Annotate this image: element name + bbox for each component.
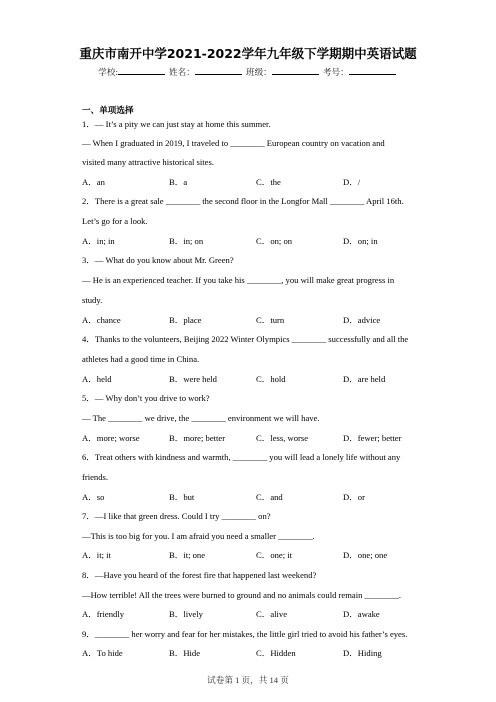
option: B．place bbox=[169, 315, 202, 325]
name-blank bbox=[195, 66, 242, 75]
id-label: 考号： bbox=[322, 67, 349, 77]
page-title: 重庆市南开中学2021-2022学年九年级下学期期中英语试题 bbox=[79, 46, 417, 61]
option: A．chance bbox=[82, 315, 121, 325]
option: B．more; better bbox=[169, 433, 226, 443]
question-line: 5．— Why don’t you drive to work? bbox=[82, 393, 210, 403]
option: D．fewer; better bbox=[343, 433, 402, 443]
student-info-row bbox=[0, 66, 496, 78]
page-footer: 试卷第 1 页，共 14 页 bbox=[207, 675, 289, 685]
option: A．friendly bbox=[82, 609, 125, 619]
question-line: 6．Treat others with kindness and warmth, ________ you will lead a lonely life without any bbox=[82, 452, 401, 462]
question-line: — He is an experienced teacher. If you take his ________, you will make great progress in bbox=[82, 275, 395, 285]
option: A．more; worse bbox=[82, 433, 140, 443]
question-line: — The ________ we drive, the ________ environment we will have. bbox=[82, 413, 320, 423]
option: D．one; one bbox=[343, 550, 388, 560]
name-label: 姓名： bbox=[169, 67, 195, 77]
school-blank bbox=[118, 66, 165, 75]
option: C．one; it bbox=[256, 550, 293, 560]
option: C．the bbox=[256, 177, 281, 187]
id-blank bbox=[349, 66, 396, 75]
option: B．lively bbox=[169, 609, 203, 619]
option: B．but bbox=[169, 492, 195, 502]
option: A．it; it bbox=[82, 550, 111, 560]
option: D．awake bbox=[343, 609, 380, 619]
question-line: visited many attractive historical sites. bbox=[82, 157, 214, 167]
question-line: —This is too big for you. I am afraid you need a smaller ________. bbox=[82, 531, 315, 541]
option: A．in; in bbox=[82, 236, 115, 246]
question-line: 7．—I like that green dress. Could I try ________ on? bbox=[82, 511, 271, 521]
question-line: — When I graduated in 2019, I traveled to ________ European country on vacation and bbox=[82, 138, 385, 148]
option: A．To hide bbox=[82, 648, 123, 658]
option: C．on; on bbox=[256, 236, 293, 246]
option: C．alive bbox=[256, 609, 288, 619]
class-label: 班级： bbox=[245, 67, 272, 77]
option: C．Hidden bbox=[256, 648, 296, 658]
option: B．a bbox=[169, 177, 188, 187]
option: B．were held bbox=[169, 374, 217, 384]
option: B．in; on bbox=[169, 236, 204, 246]
school-label: 学校: bbox=[98, 67, 118, 77]
option: D．/ bbox=[343, 177, 361, 187]
class-blank bbox=[272, 66, 319, 75]
question-line: 3．— What do you know about Mr. Green? bbox=[82, 255, 234, 265]
option: A．an bbox=[82, 177, 105, 187]
option: D．Hiding bbox=[343, 648, 382, 658]
option: C．turn bbox=[256, 315, 285, 325]
option: C．and bbox=[256, 492, 283, 502]
option: D．on; in bbox=[343, 236, 378, 246]
option: B．it; one bbox=[169, 550, 206, 560]
question-line: 9．________ her worry and fear for her mistakes, the little girl tried to avoid his father’s eyes. bbox=[82, 629, 408, 639]
option: B．Hide bbox=[169, 648, 201, 658]
question-line: 2．There is a great sale ________ the second floor in the Longfor Mall ________ April 16th. bbox=[82, 196, 404, 206]
question-line: 4．Thanks to the volunteers, Beijing 2022 Winter Olympics ________ successfully and all the bbox=[82, 334, 409, 344]
section-heading: 一、单项选择 bbox=[82, 106, 134, 116]
option: D．are held bbox=[343, 374, 386, 384]
option: A．held bbox=[82, 374, 112, 384]
option: C．hold bbox=[256, 374, 286, 384]
question-line: 8．—Have you heard of the forest fire that happened last weekend? bbox=[82, 570, 317, 580]
question-line: athletes had a good time in China. bbox=[82, 354, 200, 364]
option: D．advice bbox=[343, 315, 381, 325]
option: C．less, worse bbox=[256, 433, 309, 443]
question-line: friends. bbox=[82, 472, 109, 482]
question-line: study. bbox=[82, 295, 103, 305]
question-line: Let’s go for a look. bbox=[82, 216, 148, 226]
option: A．so bbox=[82, 492, 105, 502]
option: D．or bbox=[343, 492, 365, 502]
question-line: —How terrible! All the trees were burned to ground and no animals could remain ________. bbox=[82, 590, 402, 600]
question-line: 1．— It’s a pity we can just stay at home this summer. bbox=[82, 119, 271, 129]
